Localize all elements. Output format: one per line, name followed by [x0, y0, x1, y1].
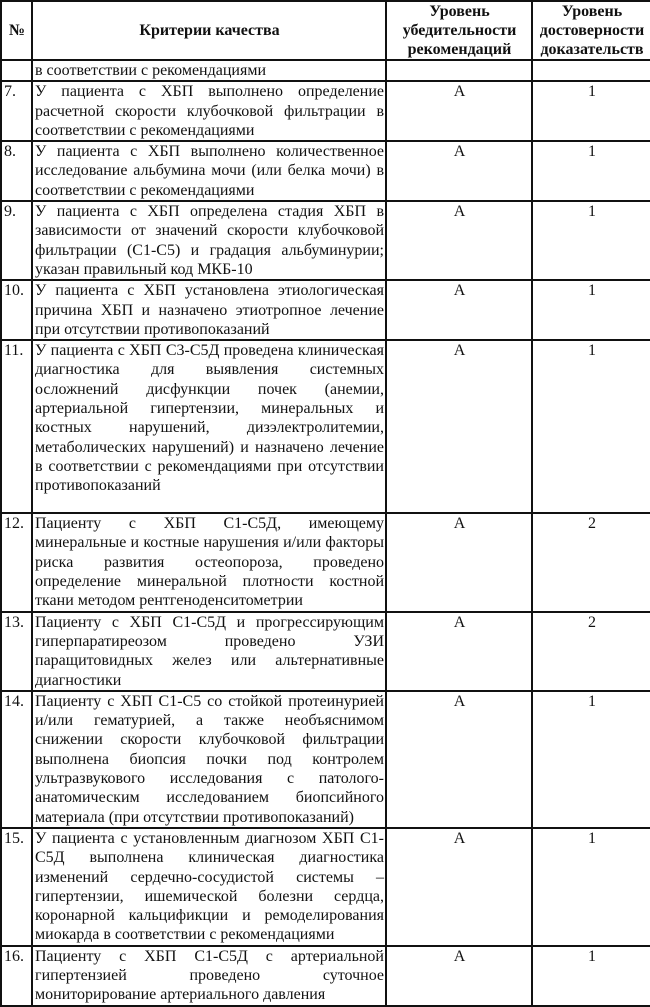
table-row-continuation [1, 60, 650, 81]
table-row [1, 513, 650, 611]
table-row [1, 81, 650, 141]
row-level: 1 [532, 340, 650, 513]
table-row [1, 280, 650, 340]
row-number: 15. [1, 828, 32, 946]
row-level [532, 60, 650, 81]
row-criterion: У пациента с ХБП выполнено определение расчетной скорости клубочковой фильтрации в соответствии с рекомендациями [32, 81, 386, 141]
header-criteria: Критерии качества [32, 1, 386, 60]
table-row [1, 946, 650, 1006]
header-evidence-level: Уровень достоверности доказательств [532, 1, 650, 60]
row-level: 1 [532, 81, 650, 141]
row-level: 1 [532, 141, 650, 201]
header-number: № [1, 1, 32, 60]
row-criterion: У пациента с ХБП определена стадия ХБП в зависимости от значений скорости клубочковой фильтрации (С1-С5) и градация альбуминурии; указан правильный код МКБ-10 [32, 201, 386, 280]
row-criterion: Пациенту с ХБП С1-С5Д с артериальной гипертензией проведено суточное мониторирование артериального давления [32, 946, 386, 1006]
table-header-row [1, 1, 650, 60]
row-criterion: У пациента с ХБП выполнено количественное исследование альбумина мочи (или белка мочи) в соответствии с рекомендациями [32, 141, 386, 201]
row-number: 11. [1, 340, 32, 513]
row-criterion: Пациенту с ХБП С1-С5Д, имеющему минеральные и костные нарушения и/или факторы риска развития остеопороза, проведено определение минеральной плотности костной ткани методом рентгеноденситометрии [32, 513, 386, 611]
row-level: 1 [532, 828, 650, 946]
row-criterion: У пациента с установленным диагнозом ХБП С1-С5Д выполнена клиническая диагностика изменений сердечно-сосудистой системы – гипертензии, ишемической болезни сердца, коронарной кальцификции и ремоделирования миокарда в соответствии с рекомендациями [32, 828, 386, 946]
row-criterion: У пациента с ХБП установлена этиологическая причина ХБП и назначено этиотропное лечение при отсутствии противопоказаний [32, 280, 386, 340]
row-grade: A [386, 612, 532, 691]
row-grade [386, 60, 532, 81]
row-number [1, 60, 32, 81]
row-grade: A [386, 828, 532, 946]
row-level: 2 [532, 513, 650, 611]
row-grade: A [386, 141, 532, 201]
row-level: 1 [532, 201, 650, 280]
row-grade: A [386, 513, 532, 611]
table-row [1, 340, 650, 513]
row-grade: A [386, 81, 532, 141]
row-number: 14. [1, 691, 32, 828]
row-criterion: Пациенту с ХБП С1-С5Д и прогрессирующим гиперпаратиреозом проведено УЗИ паращитовидных желез или альтернативные диагностики [32, 612, 386, 691]
table-row [1, 612, 650, 691]
row-level: 1 [532, 280, 650, 340]
row-criterion: Пациенту с ХБП С1-С5 со стойкой протеинурией и/или гематурией, а также необъяснимом снижении скорости клубочковой фильтрации выполнена биопсия почки под контролем ультразвукового исследования с патолого-анатомическим исследованием биопсийного материала (при отсутствии противопоказаний) [32, 691, 386, 828]
row-number: 7. [1, 81, 32, 141]
table-row [1, 691, 650, 828]
row-criterion: в соответствии с рекомендациями [32, 60, 386, 81]
header-recommendation-grade: Уровень убедительности рекомендаций [386, 1, 532, 60]
row-level: 2 [532, 612, 650, 691]
row-criterion: У пациента с ХБП С3-С5Д проведена клиническая диагностика для выявления системных осложнений дисфункции почек (анемии, артериальной гипертензии, минеральных и костных нарушений, дизэлектролитемии, метаболических нарушений) и назначено лечение в соответствии с рекомендациями при отсутствии противопоказаний [32, 340, 386, 513]
row-grade: A [386, 201, 532, 280]
row-grade: A [386, 946, 532, 1006]
row-level: 1 [532, 691, 650, 828]
row-level: 1 [532, 946, 650, 1006]
table-row [1, 828, 650, 946]
row-grade: A [386, 280, 532, 340]
row-number: 8. [1, 141, 32, 201]
table-row [1, 141, 650, 201]
row-number: 13. [1, 612, 32, 691]
row-number: 16. [1, 946, 32, 1006]
row-grade: A [386, 691, 532, 828]
row-number: 10. [1, 280, 32, 340]
row-number: 12. [1, 513, 32, 611]
row-number: 9. [1, 201, 32, 280]
row-grade: A [386, 340, 532, 513]
table-row [1, 201, 650, 280]
